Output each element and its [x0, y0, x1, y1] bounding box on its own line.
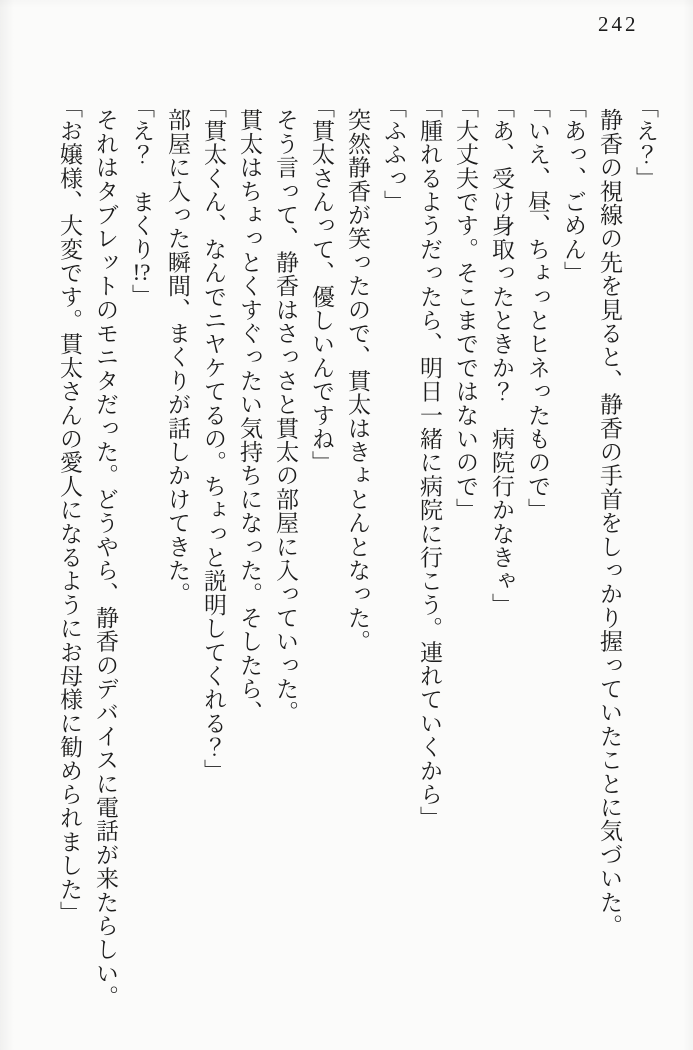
text-line: 「お嬢様、大変です。貫太さんの愛人になるようにお母様に勧められました」 — [57, 95, 82, 925]
text-line: 突然静香が笑ったので、貫太はきょとんとなった。 — [345, 107, 370, 653]
text-line: 「え？」 — [633, 95, 658, 190]
text-line: 「貫太さんって、優しいんですね」 — [309, 95, 334, 475]
text-line: 貫太はちょっとくすぐったい気持ちになった。そしたら、 — [237, 107, 262, 724]
text-line: 「腫れるようだったら、明日一緒に病院に行こう。連れていくから」 — [417, 95, 442, 830]
tate-chu-yoko: !? — [132, 260, 151, 284]
text-line: 「あっ、ごめん」 — [561, 95, 586, 285]
text-line: そう言って、静香はさっさと貫太の部屋に入っていった。 — [273, 107, 298, 724]
text-line: 「貫太くん、なんでニヤケてるの。ちょっと説明してくれる？」 — [201, 95, 226, 783]
text-line: 静香の視線の先を見ると、静香の手首をしっかり握っていたことに気づいた。 — [597, 107, 622, 938]
text-line: 「大丈夫です。そこまでではないので」 — [453, 95, 478, 522]
text-line: 「え？ まくり!?」 — [129, 95, 154, 308]
text-line: 「あ、受け身取ったときか？ 病院行かなきゃ」 — [489, 95, 514, 617]
page-text — [51, 95, 663, 1023]
text-line: 部屋に入った瞬間、まくりが話しかけてきた。 — [165, 107, 190, 606]
text-line: 「いえ、昼、ちょっとヒネったもので」 — [525, 95, 550, 522]
text-line: 「ふふっ」 — [381, 95, 406, 214]
page-number: 242 — [598, 12, 639, 36]
text-line: それはタブレットのモニタだった。どうやら、静香のデバイスに電話が来たらしい。 — [93, 107, 118, 1009]
